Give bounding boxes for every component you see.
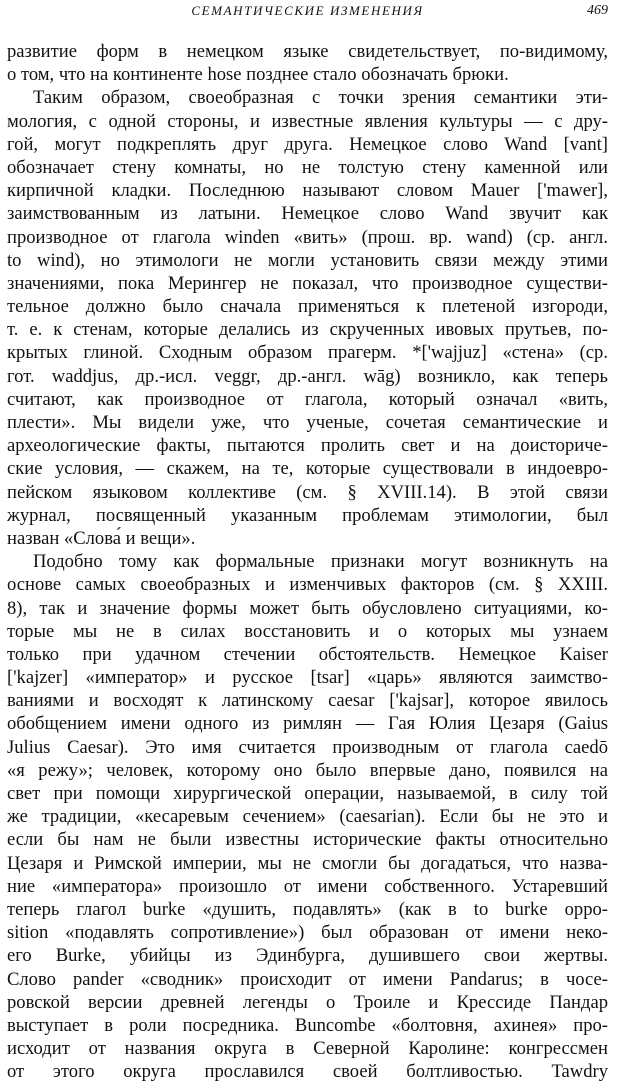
running-title: СЕМАНТИЧЕСКИЕ ИЗМЕНЕНИЯ: [191, 3, 424, 18]
text-line: торые мы не в силах восстановить и о которых мы узнаем: [7, 620, 608, 642]
text-line: если бы нам не были известны исторические факты относительно: [7, 829, 608, 851]
text-line: о том, что на континенте hose позднее стало обозначать брюки.: [7, 64, 509, 86]
text-line: значениями, пока Мерингер не показал, что производное существи-: [7, 272, 608, 294]
text-line: развитие форм в немецком языке свидетельствует, по-видимому,: [7, 41, 608, 62]
text-line: т. е. к стенам, которые делались из скрученных ивовых прутьев, по-: [7, 319, 608, 341]
text-line: только при удачном стечении обстоятельств. Немецкое Kaiser: [7, 643, 608, 665]
text-line: Подобно тому как формальные признаки могут возникнуть на: [33, 551, 608, 573]
text-line: же традиции, «кесаревым сечением» (caesarian). Если бы не это и: [7, 806, 608, 828]
text-line: заимствованным из латыни. Немецкое слово Wand звучит как: [7, 203, 608, 225]
text-line: sition «подавлять сопротивление») был образован от имени неко-: [7, 922, 608, 944]
text-line: выступает в роли посредника. Buncombe «болтовня, ахинея» про-: [7, 1014, 608, 1036]
text-line: ские условия, — скажем, на те, которые существовали в индоевро-: [7, 458, 608, 480]
text-line: кирпичной кладки. Последнюю называют словом Mauer ['mawer],: [7, 180, 608, 202]
text-line: его Burke, убийцы из Эдинбурга, душившего свои жертвы.: [7, 945, 608, 967]
text-line: теперь глагол burke «душить, подавлять» (как в to burke oppo-: [7, 898, 608, 920]
text-line: Таким образом, своеобразная с точки зрения семантики эти-: [33, 87, 608, 109]
text-line: обобщением имени одного из римлян — Гая Юлия Цезаря (Gaius: [7, 713, 608, 735]
page-number: 469: [587, 3, 608, 18]
text-line: 8), так и значение формы может быть обусловлено ситуациями, ко-: [7, 597, 608, 619]
text-line: производное от глагола winden «вить» (прош. вр. wand) (ср. англ.: [7, 226, 608, 248]
text-line: назван «Слова́ и вещи».: [7, 527, 196, 549]
text-line: ние «императора» произошло от имени собственного. Устаревший: [7, 875, 608, 897]
text-line: ровской версии древней легенды о Троиле и Крессиде Пандар: [7, 991, 608, 1013]
text-line: свет при помощи хирургической операции, называемой, в силу той: [7, 783, 608, 804]
text-line: мология, с одной стороны, и известные явления культуры — с дру-: [7, 110, 608, 132]
running-header: [7, 2, 608, 22]
text-line: основе самых своеобразных и изменчивых факторов (см. § XXIII.: [7, 574, 608, 596]
text-line: крытых глиной. Сходным образом прагерм. *['wajjuz] «стена» (ср.: [7, 342, 608, 364]
text-line: ['kajzer] «император» и русское [tsar] «царь» являются заимство-: [7, 667, 608, 689]
text-line: журнал, посвященный указанным проблемам этимологии, был: [7, 504, 608, 526]
text-line: гой, могут подкреплять друг друга. Немецкое слово Wand [vant]: [7, 133, 608, 155]
text-line: от этого округа прославился своей болтливостью. Tawdry: [7, 1061, 608, 1083]
text-line: Цезаря и Римской империи, мы не смогли бы догадаться, что назва-: [7, 852, 608, 874]
text-line: плести». Мы видели уже, что ученые, сочетая семантические и: [7, 412, 608, 433]
body-text: [7, 40, 608, 1083]
text-line: to wind), но этимологи не могли установить связи между этими: [7, 249, 608, 271]
text-line: обозначает стену комнаты, но не толстую стену каменной или: [7, 156, 608, 178]
text-line: исходит от названия округа в Северной Каролине: конгрессмен: [7, 1038, 608, 1060]
text-line: пейском языковом коллективе (см. § XVIII.14). В этой связи: [7, 481, 608, 503]
text-line: гот. waddjus, др.-исл. veggr, др.-англ. wāg) возникло, как теперь: [7, 365, 608, 387]
text-line: считают, как производное от глагола, который означал «вить,: [7, 388, 608, 410]
text-line: Julius Caesar). Это имя считается производным от глагола caedō: [7, 736, 608, 758]
text-line: ваниями и восходят к латинскому caesar ['kajsar], которое явилось: [7, 690, 608, 712]
text-line: тельное должно было сначала применяться к плетеной изгороди,: [7, 296, 608, 318]
text-line: археологические факты, пытаются пролить свет и на доисториче-: [7, 435, 608, 457]
text-line: «я режу»; человек, которому оно было впервые дано, появился на: [7, 759, 608, 781]
text-line: Слово pander «сводник» происходит от имени Pandarus; в чосе-: [7, 968, 608, 990]
